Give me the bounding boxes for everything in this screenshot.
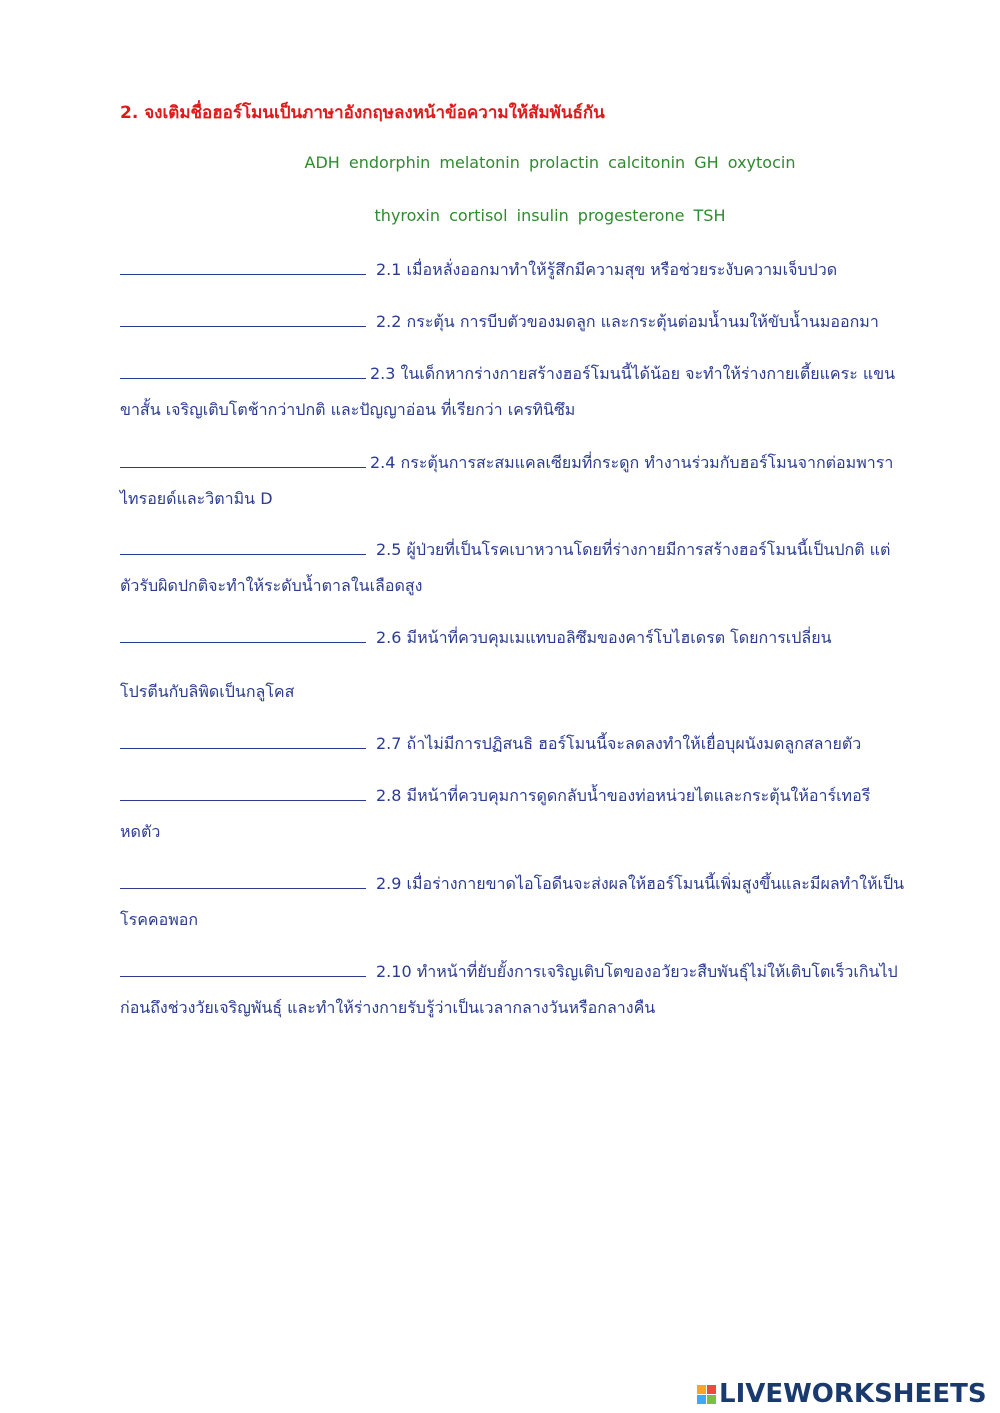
question-continuation: ขาสั้น เจริญเติบโตช้ากว่าปกติ และปัญญาอ่อน ที่เรียกว่า เครทินิซึม xyxy=(120,400,576,419)
liveworksheets-logo xyxy=(697,1379,987,1409)
question-text: 2.2 กระตุ้น การบีบตัวของมดลูก และกระตุ้นต่อมน้ำนมให้ขับน้ำนมออกมา xyxy=(376,312,879,331)
answer-blank-2-9[interactable] xyxy=(120,871,366,889)
logo-square xyxy=(697,1385,706,1394)
question-text: 2.4 กระตุ้นการสะสมแคลเซียมที่กระดูก ทำงานร่วมกับฮอร์โมนจากต่อมพารา xyxy=(370,453,894,472)
answer-blank-2-10[interactable] xyxy=(120,959,366,977)
logo-icon xyxy=(697,1385,716,1404)
answer-blank-2-6[interactable] xyxy=(120,625,366,643)
exercise-title: 2. จงเติมชื่อฮอร์โมนเป็นภาษาอังกฤษลงหน้าข้อความให้สัมพันธ์กัน xyxy=(120,103,605,123)
answer-blank-2-3[interactable] xyxy=(120,361,366,379)
logo-text: LIVEWORKSHEETS xyxy=(719,1379,987,1409)
question-2-9 xyxy=(120,866,920,938)
question-2-1 xyxy=(120,252,920,288)
answer-blank-2-7[interactable] xyxy=(120,731,366,749)
question-2-5 xyxy=(120,532,920,604)
question-continuation: ไทรอยด์และวิตามิน D xyxy=(120,489,273,508)
question-text: 2.6 มีหน้าที่ควบคุมเมแทบอลิซึมของคาร์โบไฮเดรต โดยการเปลี่ยน xyxy=(376,628,832,647)
question-text: 2.1 เมื่อหลั่งออกมาทำให้รู้สึกมีความสุข หรือช่วยระงับความเจ็บปวด xyxy=(376,260,838,279)
word-bank-line-1: ADH endorphin melatonin prolactin calcitonin GH oxytocin xyxy=(304,153,796,172)
question-continuation: โปรตีนกับลิพิดเป็นกลูโคส xyxy=(120,682,295,701)
question-2-10 xyxy=(120,954,920,1026)
answer-blank-2-5[interactable] xyxy=(120,537,366,555)
answer-blank-2-4[interactable] xyxy=(120,450,366,468)
word-bank-line-2: thyroxin cortisol insulin progesterone TSH xyxy=(374,206,726,225)
logo-square xyxy=(697,1395,706,1404)
question-2-8 xyxy=(120,778,920,850)
question-2-3 xyxy=(120,356,920,428)
question-continuation: ตัวรับผิดปกติจะทำให้ระดับน้ำตาลในเลือดสูง xyxy=(120,576,423,595)
question-continuation: หดตัว xyxy=(120,822,161,841)
question-text: 2.10 ทำหน้าที่ยับยั้งการเจริญเติบโตของอวัยวะสืบพันธุ์ไม่ให้เติบโตเร็วเกินไป xyxy=(376,962,898,981)
question-text: 2.3 ในเด็กหากร่างกายสร้างฮอร์โมนนี้ได้น้อย จะทำให้ร่างกายเตี้ยแคระ แขน xyxy=(370,364,896,383)
question-continuation: ก่อนถึงช่วงวัยเจริญพันธุ์ และทำให้ร่างกายรับรู้ว่าเป็นเวลากลางวันหรือกลางคืน xyxy=(120,998,656,1017)
question-text: 2.7 ถ้าไม่มีการปฏิสนธิ ฮอร์โมนนี้จะลดลงทำให้เยื่อบุผนังมดลูกสลายตัว xyxy=(376,734,862,753)
question-continuation: โรคคอพอก xyxy=(120,910,199,929)
answer-blank-2-8[interactable] xyxy=(120,783,366,801)
question-text: 2.9 เมื่อร่างกายขาดไอโอดีนจะส่งผลให้ฮอร์โมนนี้เพิ่มสูงขึ้นและมีผลทำให้เป็น xyxy=(376,874,905,893)
answer-blank-2-2[interactable] xyxy=(120,309,366,327)
logo-square xyxy=(707,1395,716,1404)
question-2-2 xyxy=(120,304,920,340)
answer-blank-2-1[interactable] xyxy=(120,257,366,275)
question-2-7 xyxy=(120,726,920,762)
question-2-6 xyxy=(120,620,920,710)
question-2-4 xyxy=(120,445,920,517)
question-text: 2.5 ผู้ป่วยที่เป็นโรคเบาหวานโดยที่ร่างกายมีการสร้างฮอร์โมนนี้เป็นปกติ แต่ xyxy=(376,540,891,559)
question-text: 2.8 มีหน้าที่ควบคุมการดูดกลับน้ำของท่อหน่วยไตและกระตุ้นให้อาร์เทอรี xyxy=(376,786,871,805)
logo-square xyxy=(707,1385,716,1394)
